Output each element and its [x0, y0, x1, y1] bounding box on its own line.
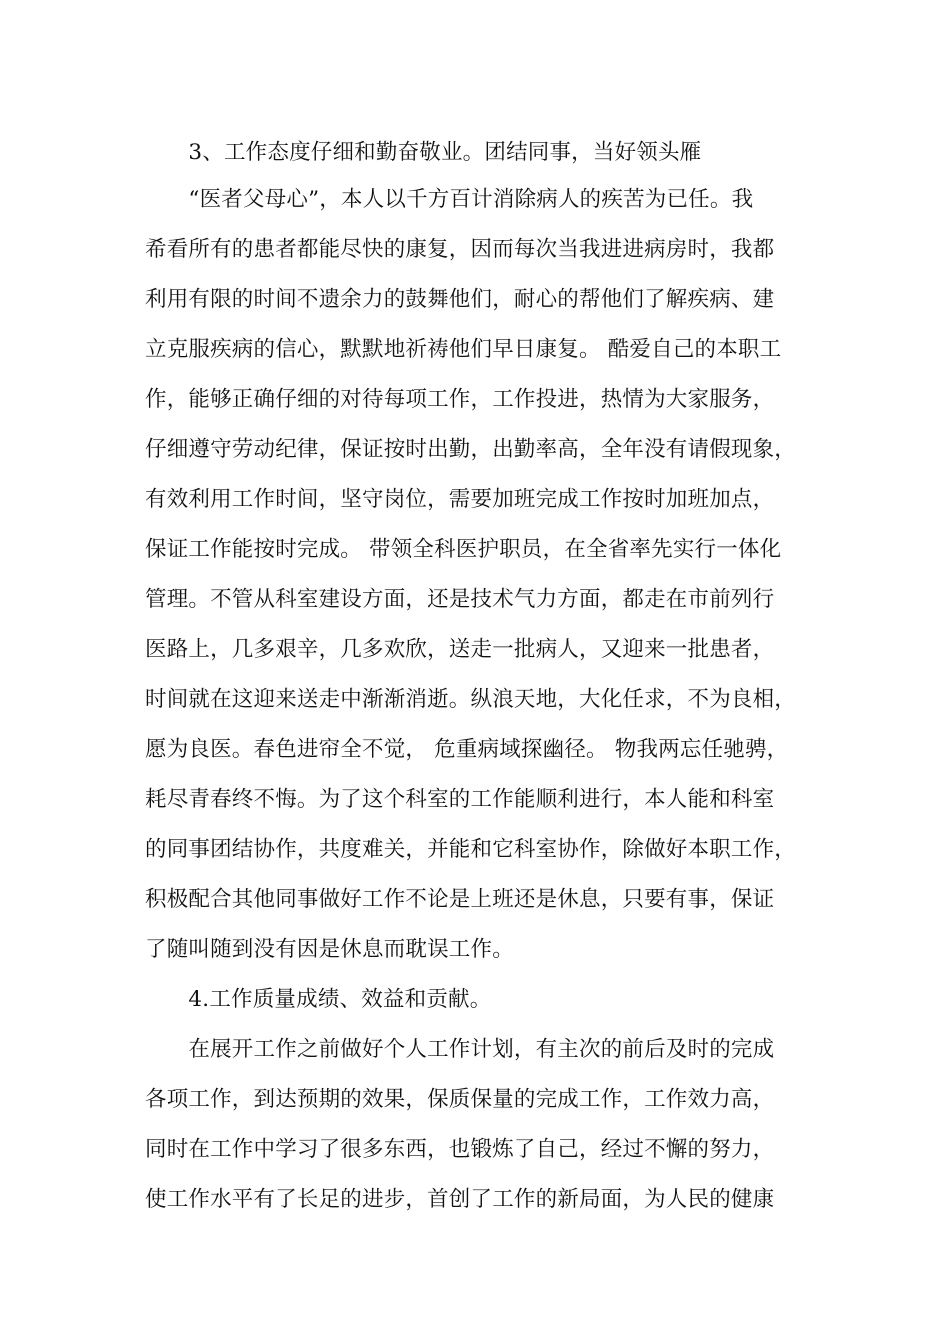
text-line: 作，能够正确仔细的对待每项工作，工作投进，热情为大家服务，: [145, 387, 775, 412]
text-line: 时间就在这迎来送走中渐渐消逝。纵浪天地，大化任求，不为良相，: [145, 687, 797, 712]
text-line: 利用有限的时间不遗余力的鼓舞他们，耐心的帮他们了解疾病、建: [145, 287, 775, 312]
text-line: 希看所有的患者都能尽快的康复，因而每次当我进进病房时，我都: [145, 237, 775, 262]
text-line: 管理。不管从科室建设方面，还是技术气力方面，都走在市前列行: [145, 587, 775, 612]
text-line: 愿为良医。春色进帘全不觉， 危重病域探幽径。 物我两忘任驰骋，: [145, 737, 789, 762]
text-line: 有效利用工作时间，坚守岗位，需要加班完成工作按时加班加点，: [145, 487, 775, 512]
text-line: “医者父母心”，本人以千方百计消除病人的疾苦为已任。我: [145, 187, 754, 212]
text-line: 了随叫随到没有因是休息而耽误工作。: [145, 937, 514, 962]
text-line: 各项工作，到达预期的效果，保质保量的完成工作，工作效力高，: [145, 1087, 775, 1112]
text-line: 的同事团结协作，共度难关，并能和它科室协作，除做好本职工作，: [145, 837, 797, 862]
text-line: 同时在工作中学习了很多东西，也锻炼了自己，经过不懈的努力，: [145, 1137, 775, 1162]
text-line: 3、工作态度仔细和勤奋敬业。团结同事，当好领头雁: [145, 140, 702, 165]
text-line: 积极配合其他同事做好工作不论是上班还是休息，只要有事，保证: [145, 887, 775, 912]
text-line: 医路上，几多艰辛，几多欢欣，送走一批病人，又迎来一批患者，: [145, 637, 775, 662]
text-line: 保证工作能按时完成。 带领全科医护职员，在全省率先实行一体化: [145, 537, 782, 562]
text-line: 仔细遵守劳动纪律，保证按时出勤，出勤率高，全年没有请假现象，: [145, 437, 797, 462]
text-line: 耗尽青春终不悔。为了这个科室的工作能顺利进行，本人能和科室: [145, 787, 775, 812]
section-heading: 4.工作质量成绩、效益和贡献。: [145, 987, 492, 1012]
text-line: 使工作水平有了长足的进步，首创了工作的新局面，为人民的健康: [145, 1187, 775, 1212]
text-line: 在展开工作之前做好个人工作计划，有主次的前后及时的完成: [145, 1037, 775, 1062]
text-line: 立克服疾病的信心，默默地祈祷他们早日康复。 酷爱自己的本职工: [145, 337, 782, 362]
